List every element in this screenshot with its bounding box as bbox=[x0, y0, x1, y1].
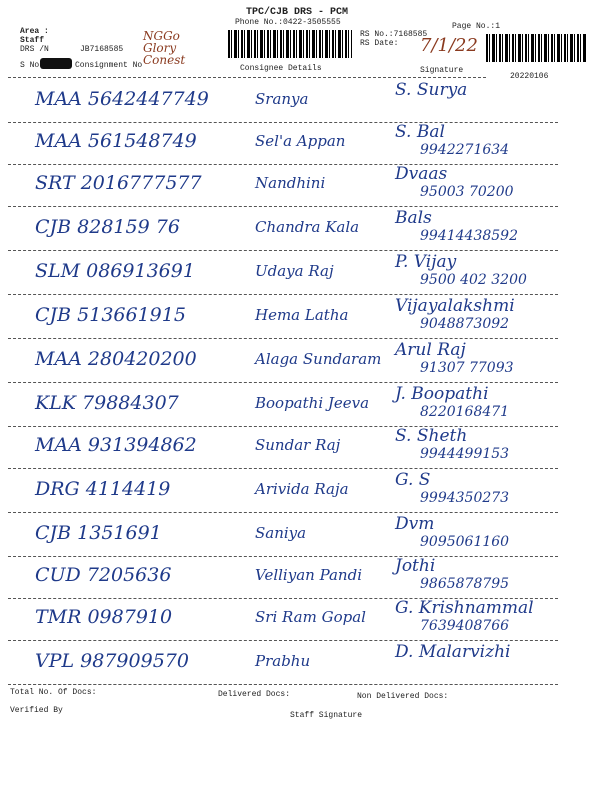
recipient-signature: P. Vijay bbox=[395, 252, 457, 272]
phone-number: Phone No.:0422-3505555 bbox=[235, 18, 341, 27]
list-item bbox=[0, 166, 600, 210]
recipient-phone: 9500 402 3200 bbox=[420, 272, 527, 288]
recipient-phone: 9942271634 bbox=[420, 142, 510, 158]
report-title: TPC/CJB DRS - PCM bbox=[246, 7, 349, 18]
recipient-phone: 9048873092 bbox=[420, 316, 510, 332]
consignment-number: VPL 987909570 bbox=[35, 650, 189, 672]
consignee-name: Chandra Kala bbox=[255, 218, 360, 236]
consignee-name: Sri Ram Gopal bbox=[255, 608, 366, 626]
col-consignee-details: Consignee Details bbox=[240, 64, 322, 73]
consignment-number: TMR 0987910 bbox=[35, 606, 173, 628]
total-docs: Total No. Of Docs: bbox=[10, 688, 97, 697]
consignee-name: Arivida Raja bbox=[255, 480, 349, 498]
consignment-number: MAA 280420200 bbox=[35, 348, 197, 370]
row-divider bbox=[8, 122, 558, 123]
col-sno: S No bbox=[20, 61, 40, 70]
row-divider bbox=[8, 250, 558, 251]
header-divider bbox=[8, 77, 486, 78]
list-item bbox=[0, 210, 600, 254]
recipient-signature: Dvaas bbox=[395, 164, 448, 184]
recipient-signature: G. S bbox=[395, 470, 431, 490]
list-item bbox=[0, 558, 600, 602]
list-item bbox=[0, 472, 600, 516]
consignment-number: DRG 4114419 bbox=[35, 478, 171, 500]
recipient-phone: 99414438592 bbox=[420, 228, 518, 244]
consignment-number: SRT 2016777577 bbox=[35, 172, 202, 194]
recipient-signature: Dvm bbox=[395, 514, 435, 534]
consignee-name: Udaya Raj bbox=[255, 262, 334, 280]
consignee-name: Hema Latha bbox=[255, 306, 349, 324]
consignee-name: Sundar Raj bbox=[255, 436, 341, 454]
consignment-number: CUD 7205636 bbox=[35, 564, 172, 586]
recipient-phone: 9994350273 bbox=[420, 490, 510, 506]
list-item bbox=[0, 428, 600, 472]
row-divider bbox=[8, 206, 558, 207]
drs-no-value: JB7168585 bbox=[80, 45, 124, 54]
row-divider bbox=[8, 294, 558, 295]
consignee-name: Sel'a Appan bbox=[255, 132, 346, 150]
consignment-number: KLK 79884307 bbox=[35, 392, 179, 414]
row-divider bbox=[8, 338, 558, 339]
consignment-number: CJB 513661915 bbox=[35, 304, 186, 326]
delivered-docs: Delivered Docs: bbox=[218, 690, 291, 699]
rs-no: RS No.:7168585 bbox=[360, 30, 428, 39]
rs-date-value: 7/1/22 bbox=[420, 35, 478, 56]
recipient-phone: 8220168471 bbox=[420, 404, 510, 420]
recipient-signature: Vijayalakshmi bbox=[395, 296, 515, 316]
recipient-signature: S. Bal bbox=[395, 122, 445, 142]
recipient-signature: Arul Raj bbox=[395, 340, 466, 360]
row-divider bbox=[8, 468, 558, 469]
barcode-main bbox=[228, 30, 352, 58]
list-item bbox=[0, 386, 600, 430]
verified-by: Verified By bbox=[10, 706, 63, 715]
consignment-number: MAA 5642447749 bbox=[35, 88, 209, 110]
consignee-name: Alaga Sundaram bbox=[255, 350, 382, 368]
recipient-signature: Jothi bbox=[395, 556, 436, 576]
recipient-signature: J. Boopathi bbox=[395, 384, 489, 404]
area-label: Area : bbox=[20, 27, 49, 36]
list-item bbox=[0, 124, 600, 168]
recipient-phone: 9095061160 bbox=[420, 534, 510, 550]
row-divider bbox=[8, 512, 558, 513]
recipient-signature: D. Malarvizhi bbox=[395, 642, 511, 662]
list-item bbox=[0, 254, 600, 298]
consignee-name: Sranya bbox=[255, 90, 309, 108]
consignee-name: Prabhu bbox=[255, 652, 311, 670]
list-item bbox=[0, 82, 600, 126]
recipient-signature: Bals bbox=[395, 208, 432, 228]
footer-divider bbox=[8, 684, 558, 685]
list-item bbox=[0, 298, 600, 342]
row-divider bbox=[8, 382, 558, 383]
list-item bbox=[0, 516, 600, 560]
consignment-number: MAA 561548749 bbox=[35, 130, 197, 152]
recipient-phone: 9944499153 bbox=[420, 446, 510, 462]
recipient-phone: 91307 77093 bbox=[420, 360, 514, 376]
consignee-name: Boopathi Jeeva bbox=[255, 394, 370, 412]
col-signature: Signature bbox=[420, 66, 464, 75]
col-consignment-no: Consignment No bbox=[75, 61, 143, 70]
row-divider bbox=[8, 426, 558, 427]
non-delivered-docs: Non Delivered Docs: bbox=[357, 692, 449, 701]
staff-label: Staff bbox=[20, 36, 45, 45]
row-divider bbox=[8, 164, 558, 165]
staff-signature: Staff Signature bbox=[290, 711, 363, 720]
recipient-signature: S. Sheth bbox=[395, 426, 468, 446]
list-item bbox=[0, 342, 600, 386]
redaction-mark bbox=[40, 58, 72, 69]
row-divider bbox=[8, 556, 558, 557]
consignment-number: MAA 931394862 bbox=[35, 434, 197, 456]
staff-handwritten: NGGo Glory Conest bbox=[143, 29, 186, 67]
consignee-name: Nandhini bbox=[255, 174, 326, 192]
consignment-number: CJB 828159 76 bbox=[35, 216, 180, 238]
recipient-phone: 7639408766 bbox=[420, 618, 510, 634]
list-item bbox=[0, 600, 600, 644]
list-item bbox=[0, 644, 600, 688]
date-code: 20220106 bbox=[510, 72, 549, 81]
consignment-number: CJB 1351691 bbox=[35, 522, 162, 544]
consignee-name: Saniya bbox=[255, 524, 307, 542]
recipient-phone: 9865878795 bbox=[420, 576, 510, 592]
recipient-signature: S. Surya bbox=[395, 80, 468, 100]
row-divider bbox=[8, 640, 558, 641]
consignee-name: Velliyan Pandi bbox=[255, 566, 362, 584]
recipient-phone: 95003 70200 bbox=[420, 184, 514, 200]
consignment-number: SLM 086913691 bbox=[35, 260, 195, 282]
recipient-signature: G. Krishnammal bbox=[395, 598, 534, 618]
drs-no-label: DRS /N bbox=[20, 45, 49, 54]
rs-date-label: RS Date: bbox=[360, 39, 399, 48]
barcode-page bbox=[486, 34, 586, 62]
page-no: Page No.:1 bbox=[452, 22, 501, 31]
